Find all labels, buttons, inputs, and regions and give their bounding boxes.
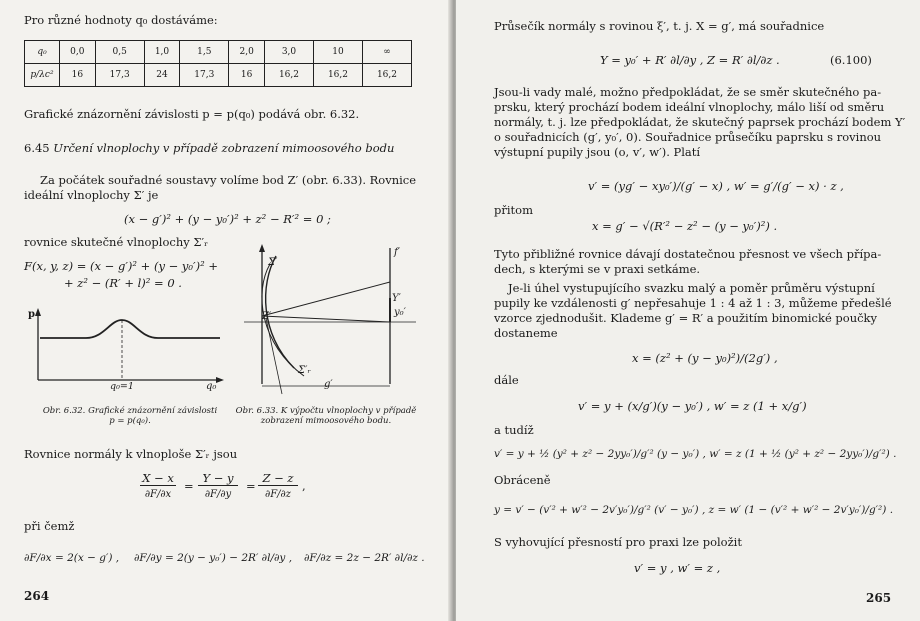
fig33-label-g: g′ <box>324 379 333 390</box>
table-cell: 16 <box>60 64 96 87</box>
table-intro: Pro různé hodnoty q₀ dostáváme: <box>24 13 218 27</box>
conversely-text: Obráceně <box>494 473 551 487</box>
normal-denominator-1: ∂F/∂x <box>144 489 172 500</box>
paragraph-line: pupily ke vzdálenosti g′ nepřesahuje 1 : 4 až 1 : 3, můžeme předešlé <box>494 296 892 310</box>
table-row <box>25 64 412 87</box>
paragraph-line: Tyto přibližné rovnice dávají dostatečnou přesnost ve všech přípa- <box>494 247 882 261</box>
right-intro: Průsečík normály s rovinou ξ′, t. j. X = g′, má souřadnice <box>494 19 825 33</box>
fig33-label-y0: y₀′ <box>394 307 406 318</box>
fig32-caption: Obr. 6.32. Grafické znázornění závislosti p = p(q₀). <box>42 406 218 426</box>
hence-text: a tudíž <box>494 423 534 437</box>
paragraph-line: Je-li úhel vystupujícího svazku malý a poměr průměru výstupní <box>508 281 875 295</box>
fig32-y-label: p <box>28 309 35 320</box>
table-cell: 16,2 <box>313 64 362 87</box>
equation-ideal-wavefront: (x − g′)² + (y − y₀′)² + z² − R′² = 0 ; <box>124 212 331 226</box>
values-table <box>24 40 412 87</box>
paragraph-line: normály, t. j. lze předpokládat, že skutečný paprsek prochází bodem Y′ <box>494 115 906 129</box>
fig33-label-Z: Z′ <box>262 311 272 322</box>
table-cell: ∞ <box>362 41 411 64</box>
left-page: Pro různé hodnoty q₀ dostáváme: q₀ 0,0 0,5 1,0 1,5 2,0 3,0 10 ∞ p/λc² 16 17,3 24 17,3 16 16,2 16,2 16,2 Grafické znázornění závislosti p = p(q₀) podává obr. 6.32. 6.45 Určení vlnoplochy v případě zobrazení mimoosového bodu Za počátek souřadné soustavy volíme bod Z′ (obr. 6.33). Rovnice ideální vlnoplochy Σ′ je (x − g′)² + (y − y₀′)² + z² − R′² = 0 ; rovnice skutečné vlnoplochy Σ′ᵣ F(x, y, z) = (x − g′)² + (y − y₀′)² + + z² − (R′ + l)² = 0 . p q₀ q₀=1 Obr. 6.32. Grafické znázornění závislosti p = p(q₀). Σ′ f′ Z′ Y′ y₀′ Σ′ᵣ g′ Obr. 6.33. K výpočtu vlnoplochy v případě zobrazení mimoosového bodu. Rovnice normály k vlnoploše Σ′ᵣ jsou X − x ∂F/∂x = Y − y ∂F/∂y = Z − z ∂F/∂z , při čemž ∂F/∂x = 2(x − g′) , ∂F/∂y = 2(y − y₀′) − 2R′ ∂l/∂y , ∂F/∂z = 2z − 2R′ ∂l/∂z . 264 <box>0 0 452 621</box>
paragraph-line: ideální vlnoplochy Σ′ je <box>24 188 159 202</box>
page-number-left: 264 <box>24 589 50 603</box>
normal-numerator-2: Y − y <box>198 472 238 486</box>
normal-numerator-3: Z − z <box>258 472 298 486</box>
equation-F-line2: + z² − (R′ + l)² = 0 . <box>64 276 182 290</box>
paragraph-line: prsku, který prochází bodem ideální vlnoplochy, málo liší od směru <box>494 100 885 114</box>
partial-dy: ∂F/∂y = 2(y − y₀′) − 2R′ ∂l/∂y , <box>134 552 293 564</box>
fig33-caption: Obr. 6.33. K výpočtu vlnoplochy v případě zobrazení mimoosového bodu. <box>235 406 417 426</box>
table-cell: 16 <box>229 64 265 87</box>
paragraph-line: Jsou-li vady malé, možno předpokládat, že se směr skutečného pa- <box>494 85 882 99</box>
section-heading <box>24 142 394 155</box>
right-page <box>456 0 920 621</box>
row1-label: q₀ <box>25 41 60 64</box>
normal-intro: Rovnice normály k vlnoploše Σ′ᵣ jsou <box>24 447 238 461</box>
partial-dx: ∂F/∂x = 2(x − g′) , <box>24 552 120 564</box>
page-number-right: 265 <box>866 591 892 605</box>
next-text: dále <box>494 373 519 387</box>
table-cell: 24 <box>144 64 180 87</box>
where-text: při čemž <box>24 519 75 533</box>
table-cell: 10 <box>313 41 362 64</box>
where-text-right: přitom <box>494 203 533 217</box>
equation-vw: v′ = (yg′ − xy₀′)/(g′ − x) , w′ = g′/(g′ − x) · z , <box>588 179 844 193</box>
equation-x2: x = (z² + (y − y₀)²)/(2g′) , <box>632 351 778 365</box>
equation-number: (6.100) <box>830 53 872 67</box>
fig33-label-Y: Y′ <box>392 293 401 304</box>
fig32-x-label: q₀ <box>206 381 217 392</box>
graph-reference: Grafické znázornění závislosti p = p(q₀) podává obr. 6.32. <box>24 107 360 121</box>
paragraph-line: o souřadnicích (g′, y₀′, 0). Souřadnice průsečíku paprsku s rovinou <box>494 130 882 144</box>
equation-v2: v′ = y + ½ (y² + z² − 2yy₀′)/g′² (y − y₀′) , w′ = z (1 + ½ (y² + z² − 2yy₀′)/g′²) . <box>494 448 897 460</box>
table-cell: 3,0 <box>264 41 313 64</box>
table-cell: 0,0 <box>60 41 96 64</box>
normal-denominator-3: ∂F/∂z <box>265 489 291 500</box>
fig32-mark: q₀=1 <box>110 381 134 392</box>
paragraph-line: výstupní pupily jsou (o, v′, w′). Platí <box>494 145 701 159</box>
normal-denominator-2: ∂F/∂y <box>204 489 232 500</box>
paragraph-line: Za počátek souřadné soustavy volíme bod Z′ (obr. 6.33). Rovnice <box>40 173 417 187</box>
table-cell: 2,0 <box>229 41 265 64</box>
table-cell: 16,2 <box>362 64 411 87</box>
fig33-label-sigma: Σ′ <box>268 257 278 268</box>
partial-dz: ∂F/∂z = 2z − 2R′ ∂l/∂z . <box>304 552 425 564</box>
section-title: Určení vlnoplochy v případě zobrazení mimoosového bodu <box>53 141 395 155</box>
equation-6-100: Y = y₀′ + R′ ∂l/∂y , Z = R′ ∂l/∂z . <box>600 53 780 67</box>
section-number: 6.45 <box>24 141 50 155</box>
row2-label: p/λc² <box>25 64 60 87</box>
paragraph-line: vzorce zjednodušit. Klademe g′ = R′ a použitím binomické poučky <box>494 311 878 325</box>
equation-v1: v′ = y + (x/g′)(y − y₀′) , w′ = z (1 + x/g′) <box>578 399 807 413</box>
equation-y: y = v′ − (v′² + w′² − 2v′y₀′)/g′² (v′ − y₀′) , z = w′ (1 − (v′² + w′² − 2v′y₀′)/g′²) . <box>494 504 894 516</box>
fig33-label-sigma-r: Σ′ᵣ <box>298 365 311 376</box>
practice-text: S vyhovující přesností pro praxi lze položit <box>494 535 742 549</box>
table-cell: 1,5 <box>180 41 229 64</box>
table-row <box>25 41 412 64</box>
paragraph-line: rovnice skutečné vlnoplochy Σ′ᵣ <box>24 235 209 249</box>
paragraph-line: dech, s kterými se v praxi setkáme. <box>494 262 701 276</box>
paragraph-line: dostaneme <box>494 326 558 340</box>
equation-F-line1: F(x, y, z) = (x − g′)² + (y − y₀′)² + <box>24 259 219 273</box>
equation-final: v′ = y , w′ = z , <box>634 561 721 575</box>
table-cell: 17,3 <box>95 64 144 87</box>
table-cell: 1,0 <box>144 41 180 64</box>
table-cell: 16,2 <box>264 64 313 87</box>
normal-numerator-1: X − x <box>140 472 176 486</box>
equation-x: x = g′ − √(R′² − z² − (y − y₀′)²) . <box>592 219 778 233</box>
table-cell: 0,5 <box>95 41 144 64</box>
fig33-label-f: f′ <box>394 247 400 258</box>
table-cell: 17,3 <box>180 64 229 87</box>
